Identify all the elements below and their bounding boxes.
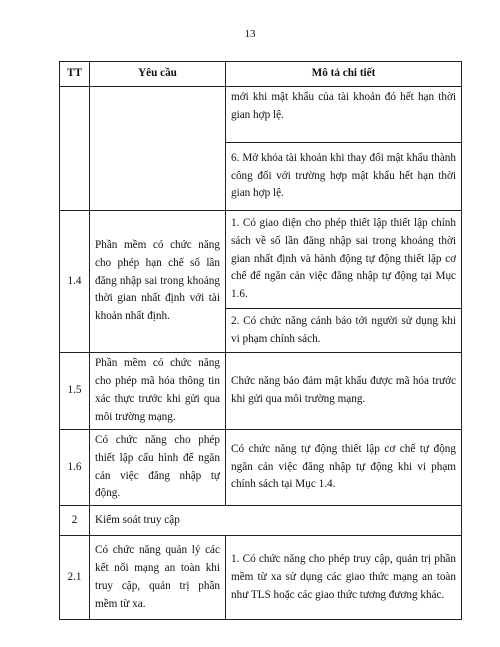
header-tt: TT: [60, 62, 90, 87]
section-tt: 2: [60, 506, 90, 536]
row-description: 1. Có giao diện cho phép thiết lập thiết lập chính sách về số lần đăng nhập sai trong khoảng thời gian nhất định và hành động tự động thiết lập cơ chế để ngăn cản việc đăng nhập tự động tại Mục 1.6.: [226, 211, 462, 309]
section-title: Kiểm soát truy cập: [90, 506, 462, 536]
row-description: 2. Có chức năng cảnh báo tới người sử dụng khi vi phạm chính sách.: [226, 309, 462, 353]
header-requirement: Yêu cầu: [90, 62, 226, 87]
table-row: [60, 87, 462, 143]
row-requirement: [90, 87, 226, 211]
row-requirement: Phần mềm có chức năng cho phép mã hóa thông tin xác thực trước khi gửi qua môi trường mạng.: [90, 353, 226, 430]
row-description: 1. Có chức năng cho phép truy cập, quản trị phần mềm từ xa sử dụng các giao thức mạng an toàn như TLS hoặc các giao thức tương đương khác.: [226, 536, 462, 620]
row-tt: 1.5: [60, 353, 90, 430]
table-header-row: [60, 62, 462, 87]
header-description: Mô tả chi tiết: [226, 62, 462, 87]
table-row: [60, 353, 462, 430]
row-tt: 1.4: [60, 211, 90, 353]
row-tt: [60, 87, 90, 211]
row-requirement: Phần mềm có chức năng cho phép hạn chế số lần đăng nhập sai trong khoảng thời gian nhất định với tài khoản nhất định.: [90, 211, 226, 353]
row-description: Chức năng bảo đảm mật khẩu được mã hóa trước khi gửi qua môi trường mạng.: [226, 353, 462, 430]
row-requirement: Có chức năng quản lý các kết nối mạng an toàn khi truy cập, quản trị phần mềm từ xa.: [90, 536, 226, 620]
row-tt: 2.1: [60, 536, 90, 620]
table-row: [60, 211, 462, 309]
row-description: mới khi mật khẩu của tài khoản đó hết hạn thời gian hợp lệ.: [226, 87, 462, 143]
page-number: 13: [244, 28, 256, 40]
section-row: [60, 506, 462, 536]
table-row: [60, 429, 462, 506]
requirements-table: [59, 61, 462, 620]
row-description: Có chức năng tự động thiết lập cơ chế tự động ngăn cản việc đăng nhập tự động khi vi phạm chính sách tại Mục 1.4.: [226, 429, 462, 506]
row-description: 6. Mở khóa tài khoản khi thay đổi mật khẩu thành công đối với trường hợp mật khẩu hết hạn thời gian hợp lệ.: [226, 143, 462, 211]
row-tt: 1.6: [60, 429, 90, 506]
row-requirement: Có chức năng cho phép thiết lập cấu hình để ngăn cản việc đăng nhập tự động.: [90, 429, 226, 506]
table-row: [60, 536, 462, 620]
